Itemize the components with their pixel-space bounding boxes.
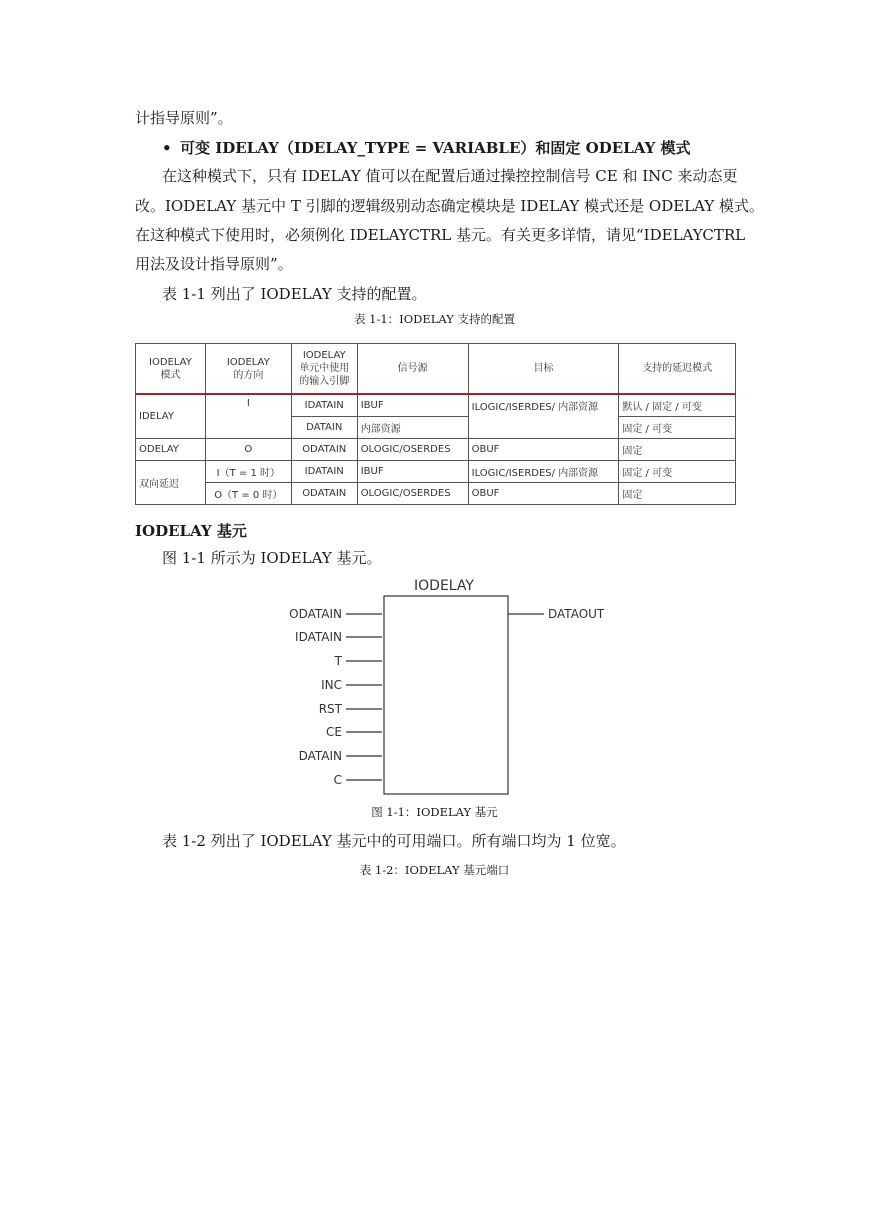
- header-mode: IODELAY 模式: [136, 344, 206, 395]
- cell-delay-mode: 固定: [619, 439, 736, 461]
- cell-input-pin: DATAIN: [291, 417, 357, 439]
- bullet-marker: •: [162, 139, 172, 157]
- cell-delay-mode: 固定 / 可变: [619, 461, 736, 483]
- table1-caption: 表 1-1：IODELAY 支持的配置: [354, 312, 515, 326]
- port-label-datain: DATAIN: [298, 749, 342, 763]
- cell-mode: ODELAY: [136, 439, 206, 461]
- table-row: [136, 439, 736, 461]
- cell-direction: O: [205, 439, 291, 461]
- table-row: [136, 394, 736, 417]
- cell-mode: IDELAY: [136, 394, 206, 439]
- config-table: [135, 343, 736, 505]
- header-delay-mode: 支持的延迟模式: [619, 344, 736, 395]
- cell-delay-mode: 固定: [619, 483, 736, 505]
- header-target: 目标: [468, 344, 619, 395]
- cell-direction: I: [205, 394, 291, 439]
- paragraph-ports-intro: 表 1-2 列出了 IODELAY 基元中的可用端口。所有端口均为 1 位宽。: [162, 832, 626, 850]
- diagram-title: IODELAY: [414, 578, 474, 594]
- header-source: 信号源: [357, 344, 468, 395]
- cell-delay-mode: 默认 / 固定 / 可变: [619, 394, 736, 417]
- paragraph-line: 用法及设计指导原则”。: [135, 255, 293, 273]
- cell-source: IBUF: [357, 461, 468, 483]
- port-label-inc: INC: [321, 678, 342, 692]
- paragraph-figure-intro: 图 1-1 所示为 IODELAY 基元。: [162, 549, 382, 567]
- port-label-dataout: DATAOUT: [548, 607, 605, 621]
- cell-input-pin: IDATAIN: [291, 461, 357, 483]
- port-label-odatain: ODATAIN: [289, 607, 342, 621]
- cell-target: OBUF: [468, 483, 619, 505]
- port-label-ce: CE: [326, 725, 342, 739]
- cell-source: IBUF: [357, 394, 468, 417]
- cell-source: OLOGIC/OSERDES: [357, 483, 468, 505]
- port-label-idatain: IDATAIN: [295, 630, 342, 644]
- cell-source: 内部资源: [357, 417, 468, 439]
- header-direction: IODELAY 的方向: [205, 344, 291, 395]
- cell-target: OBUF: [468, 439, 619, 461]
- cell-direction: I（T = 1 时）: [205, 461, 291, 483]
- cell-target: ILOGIC/ISERDES/ 内部资源: [468, 461, 619, 483]
- paragraph-line: 改。IODELAY 基元中 T 引脚的逻辑级别动态确定模块是 IDELAY 模式还是 ODELAY 模式。: [135, 197, 765, 215]
- iodelay-primitive-diagram: [270, 572, 620, 800]
- table2-caption: 表 1-2：IODELAY 基元端口: [359, 863, 510, 877]
- port-label-rst: RST: [318, 702, 342, 716]
- paragraph-line: 在这种模式下使用时，必须例化 IDELAYCTRL 基元。有关更多详情，请见“IDELAYCTRL: [135, 226, 746, 244]
- port-label-t: T: [334, 654, 342, 668]
- bullet-heading: 可变 IDELAY（IDELAY_TYPE = VARIABLE）和固定 ODELAY 模式: [180, 139, 691, 157]
- cell-delay-mode: 固定 / 可变: [619, 417, 736, 439]
- cell-input-pin: ODATAIN: [291, 439, 357, 461]
- port-label-c: C: [333, 773, 342, 787]
- cell-direction: O（T = 0 时）: [205, 483, 291, 505]
- cell-source: OLOGIC/OSERDES: [357, 439, 468, 461]
- figure-caption: 图 1-1：IODELAY 基元: [371, 805, 498, 819]
- paragraph-table-intro: 表 1-1 列出了 IODELAY 支持的配置。: [162, 285, 427, 303]
- paragraph-line: 在这种模式下，只有 IDELAY 值可以在配置后通过操控控制信号 CE 和 INC 来动态更: [162, 167, 738, 185]
- cell-target: ILOGIC/ISERDES/ 内部资源: [468, 394, 619, 439]
- cell-input-pin: ODATAIN: [291, 483, 357, 505]
- cell-mode: 双向延迟: [136, 461, 206, 505]
- paragraph-intro-tail: 计指导原则”。: [135, 109, 233, 127]
- table-row: [136, 461, 736, 483]
- header-input-pin: IODELAY 单元中使用 的输入引脚: [291, 344, 357, 395]
- table-header-row: [136, 344, 736, 395]
- cell-input-pin: IDATAIN: [291, 394, 357, 417]
- table-row: [136, 483, 736, 505]
- section-heading: IODELAY 基元: [135, 522, 247, 540]
- primitive-box: [384, 596, 508, 794]
